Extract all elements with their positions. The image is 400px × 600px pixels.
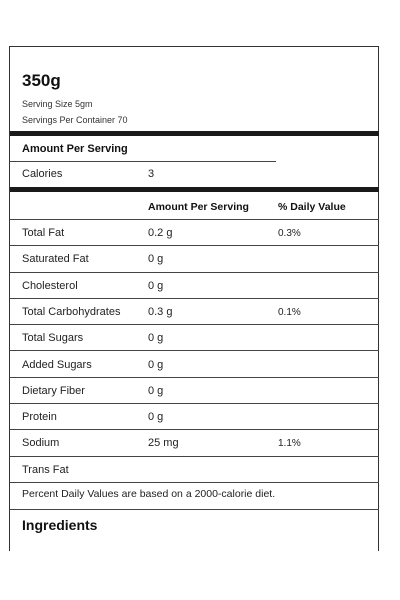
calories-value: 3	[148, 168, 155, 180]
nutrient-name: Protein	[22, 411, 57, 424]
nutrient-amount: 0 g	[148, 384, 164, 397]
thick-divider	[10, 187, 379, 192]
nutrient-row	[10, 352, 379, 378]
nutrient-row	[10, 430, 379, 456]
amount-per-serving-title: Amount Per Serving	[22, 143, 128, 155]
nutrient-daily-value: 0.3%	[278, 228, 301, 239]
nutrient-name: Saturated Fat	[22, 253, 89, 266]
nutrient-row	[10, 325, 379, 351]
nutrient-name: Trans Fat	[22, 463, 69, 476]
servings-per-container: Servings Per Container 70	[22, 115, 128, 125]
serving-size: Serving Size 5gm	[22, 99, 93, 109]
calories-label: Calories	[22, 168, 63, 180]
column-header-amount: Amount Per Serving	[148, 201, 249, 213]
nutrient-name: Added Sugars	[22, 358, 92, 371]
nutrient-amount: 0.2 g	[148, 227, 173, 239]
nutrient-name: Total Fat	[22, 227, 65, 239]
divider	[10, 161, 276, 162]
nutrition-facts-panel	[9, 46, 379, 551]
thick-divider	[10, 131, 379, 136]
net-weight: 350g	[22, 71, 61, 90]
nutrient-row	[10, 378, 379, 404]
nutrient-name: Total Carbohydrates	[22, 305, 121, 318]
nutrient-name: Sodium	[22, 437, 60, 450]
nutrient-daily-value: 1.1%	[278, 438, 301, 450]
nutrient-row	[10, 404, 379, 430]
nutrient-name: Cholesterol	[22, 279, 78, 292]
nutrient-amount: 0 g	[148, 279, 164, 292]
nutrient-amount: 0 g	[148, 358, 164, 371]
nutrient-name: Dietary Fiber	[22, 384, 85, 397]
nutrient-row	[10, 246, 379, 272]
nutrient-amount: 0 g	[148, 411, 164, 424]
nutrient-row	[10, 220, 379, 246]
nutrient-row	[10, 273, 379, 299]
nutrient-amount: 25 mg	[148, 437, 179, 450]
nutrient-amount: 0 g	[148, 332, 164, 345]
nutrient-row	[10, 457, 379, 483]
nutrient-amount: 0.3 g	[148, 305, 173, 318]
column-header-daily-value: % Daily Value	[278, 201, 346, 213]
nutrient-row	[10, 299, 379, 325]
nutrient-amount: 0 g	[148, 253, 164, 266]
daily-value-footnote: Percent Daily Values are based on a 2000-calorie diet.	[22, 488, 276, 500]
divider	[10, 509, 379, 510]
nutrient-daily-value: 0.1%	[278, 306, 301, 318]
nutrient-name: Total Sugars	[22, 332, 84, 345]
ingredients-heading: Ingredients	[22, 517, 98, 533]
